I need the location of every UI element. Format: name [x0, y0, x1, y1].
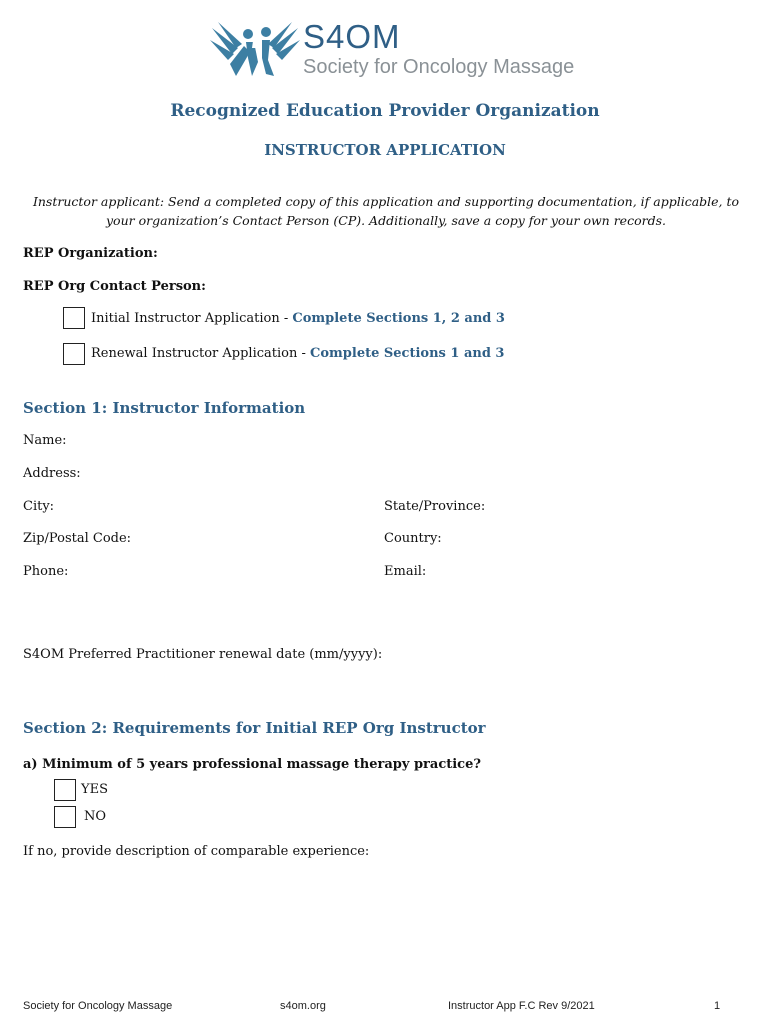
renewal-application-checkbox[interactable] [63, 343, 85, 365]
no-label: NO [84, 809, 107, 824]
renewal-application-option [91, 346, 504, 361]
city-label: City: [23, 499, 55, 514]
initial-application-checkbox[interactable] [63, 307, 85, 329]
name-label: Name: [23, 433, 67, 448]
intro-text: Instructor applicant: Send a completed copy of this application and supporting documentation, if applicable, to your organization’s Contact Person (CP). Additionally, save a copy for your own records. [32, 194, 740, 228]
if-no-label: If no, provide description of comparable experience: [23, 844, 370, 859]
figures-logo-icon [208, 18, 302, 80]
initial-application-accent: Complete Sections 1, 2 and 3 [292, 311, 505, 326]
page-number: 1 [714, 1000, 721, 1012]
logo-brand: S4OM [303, 18, 401, 55]
page-subtitle: INSTRUCTOR APPLICATION [264, 141, 506, 159]
renewal-application-accent: Complete Sections 1 and 3 [310, 346, 505, 361]
country-label: Country: [384, 531, 442, 546]
initial-application-label: Initial Instructor Application - [91, 311, 293, 326]
renewal-date-label: S4OM Preferred Practitioner renewal date (mm/yyyy): [23, 647, 383, 662]
section2-heading: Section 2: Requirements for Initial REP Org Instructor [23, 719, 486, 737]
address-label: Address: [23, 466, 81, 481]
initial-application-option [91, 311, 505, 326]
email-label: Email: [384, 564, 427, 579]
logo-tagline: Society for Oncology Massage [303, 56, 575, 78]
no-checkbox[interactable] [54, 806, 76, 828]
footer-org: Society for Oncology Massage [23, 1000, 173, 1012]
yes-checkbox[interactable] [54, 779, 76, 801]
page-title: Recognized Education Provider Organization [170, 101, 600, 121]
state-label: State/Province: [384, 499, 486, 514]
yes-label: YES [81, 782, 108, 797]
phone-label: Phone: [23, 564, 69, 579]
footer-site: s4om.org [280, 1000, 326, 1012]
question-a: a) Minimum of 5 years professional massage therapy practice? [23, 757, 481, 772]
rep-contact-label: REP Org Contact Person: [23, 279, 206, 294]
renewal-application-label: Renewal Instructor Application - [91, 346, 311, 361]
footer-revision: Instructor App F.C Rev 9/2021 [448, 1000, 595, 1012]
rep-org-label: REP Organization: [23, 246, 158, 261]
section1-heading: Section 1: Instructor Information [23, 399, 306, 417]
zip-label: Zip/Postal Code: [23, 531, 132, 546]
